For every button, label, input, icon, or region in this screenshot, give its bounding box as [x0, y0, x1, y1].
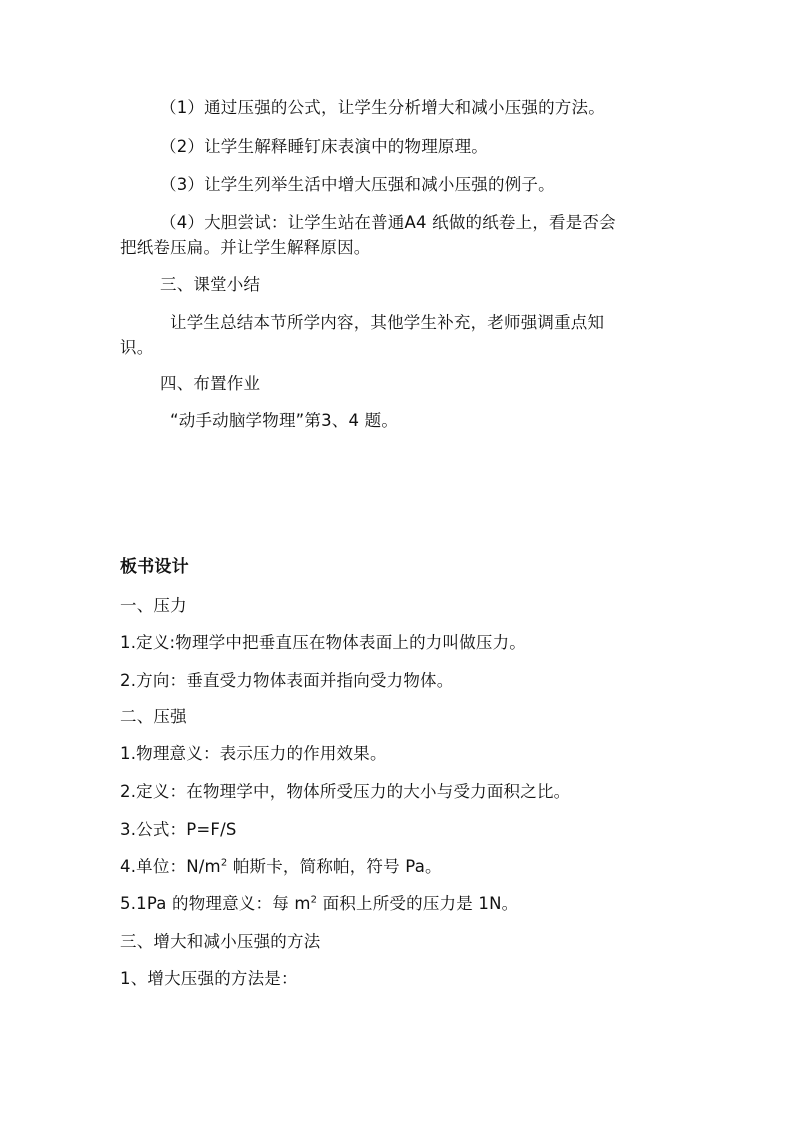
- step-1-text: （1）通过压强的公式，让学生分析增大和减小压强的方法。: [160, 98, 605, 117]
- board-pressure-unit-text: 4.单位：N/m: [120, 857, 221, 876]
- board-pascal-meaning-text: 5.1Pa 的物理意义：每 m: [120, 894, 311, 913]
- board-pascal-meaning: [120, 894, 518, 914]
- step-4-text-line1: （4）大胆尝试：让学生站在普通A4 纸做的纸卷上，看是否会: [160, 213, 616, 232]
- board-pressure-direction: 2.方向：垂直受力物体表面并指向受力物体。: [120, 671, 454, 690]
- section-summary-title: 三、课堂小结: [160, 275, 261, 294]
- board-pressure-unit-superscript: 2: [220, 857, 228, 869]
- board-part1-title: 一、压力: [120, 596, 187, 615]
- board-part2-title: 二、压强: [120, 707, 187, 726]
- board-pressure-unit-text-2: 帕斯卡，简称帕，符号 Pa。: [227, 857, 442, 876]
- section-summary-text-line1: 让学生总结本节所学内容，其他学生补充，老师强调重点知: [170, 313, 605, 332]
- section-summary-text-line2: 识。: [120, 338, 154, 357]
- board-pressure-definition-2: 2.定义：在物理学中，物体所受压力的大小与受力面积之比。: [120, 782, 571, 801]
- section-homework-text: “动手动脑学物理”第3、4 题。: [170, 411, 399, 430]
- board-increase-pressure-methods: 1、增大压强的方法是：: [120, 969, 298, 988]
- board-pressure-formula: 3.公式：P=F/S: [120, 820, 237, 839]
- board-pressure-definition: 1.定义:物理学中把垂直压在物体表面上的力叫做压力。: [120, 633, 527, 652]
- board-part3-title: 三、增大和减小压强的方法: [120, 932, 321, 951]
- step-3-text: （3）让学生列举生活中增大压强和减小压强的例子。: [160, 175, 555, 194]
- board-design-title: 板书设计: [120, 557, 189, 577]
- section-homework-title: 四、布置作业: [160, 374, 261, 393]
- board-pressure-unit: [120, 857, 442, 877]
- step-2-text: （2）让学生解释睡钉床表演中的物理原理。: [160, 137, 488, 156]
- board-pressure-meaning: 1.物理意义：表示压力的作用效果。: [120, 744, 387, 763]
- board-pascal-meaning-text-2: 面积上所受的压力是 1N。: [317, 894, 519, 913]
- board-pascal-meaning-superscript: 2: [310, 894, 318, 906]
- step-4-text-line2: 把纸卷压扁。并让学生解释原因。: [120, 238, 371, 257]
